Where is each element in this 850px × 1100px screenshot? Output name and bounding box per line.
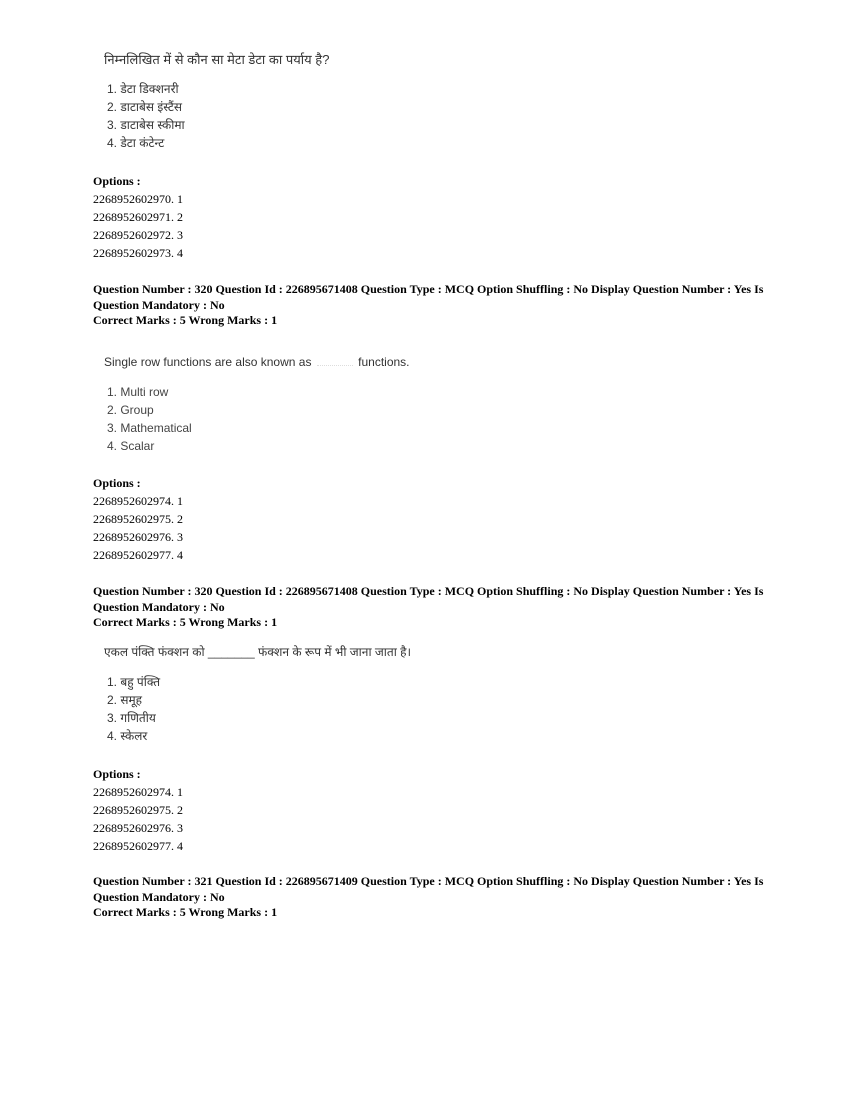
option-id: 2268952602971. 2 [93, 210, 183, 224]
answer-choice: 2. Group [107, 403, 154, 417]
options-label: Options : [93, 767, 141, 781]
answer-choice: 3. डाटाबेस स्कीमा [107, 118, 185, 132]
option-id: 2268952602976. 3 [93, 530, 183, 544]
options-label: Options : [93, 174, 141, 188]
answer-choice: 4. डेटा कंटेन्ट [107, 136, 165, 150]
answer-choice: 4. स्केलर [107, 729, 148, 743]
question-meta-line: Question Number : 320 Question Id : 226895671408 Question Type : MCQ Option Shuffling : No Display Question Number : Yes Is [93, 282, 764, 296]
answer-choice: 2. समूह [107, 693, 143, 707]
option-id: 2268952602972. 3 [93, 228, 183, 242]
answer-choice: 4. Scalar [107, 439, 155, 453]
option-id: 2268952602976. 3 [93, 821, 183, 835]
answer-choice: 3. गणितीय [107, 711, 156, 725]
option-id: 2268952602970. 1 [93, 192, 183, 206]
options-block-2 [93, 474, 183, 564]
question-marks: Correct Marks : 5 Wrong Marks : 1 [93, 905, 278, 919]
answer-choices-2 [107, 383, 192, 455]
answer-choices-3 [107, 673, 160, 745]
option-id: 2268952602977. 4 [93, 839, 183, 853]
question-text-hindi-1: निम्नलिखित में से कौन सा मेटा डेटा का पर्याय है? [104, 52, 330, 67]
question-meta-line: Question Number : 320 Question Id : 226895671408 Question Type : MCQ Option Shuffling : No Display Question Number : Yes Is [93, 584, 764, 598]
answer-choice: 1. बहु पंक्ति [107, 675, 161, 689]
option-id: 2268952602977. 4 [93, 548, 183, 562]
blank [317, 365, 353, 366]
question-meta-321 [93, 874, 773, 921]
option-id: 2268952602975. 2 [93, 512, 183, 526]
question-meta-line: Question Number : 321 Question Id : 226895671409 Question Type : MCQ Option Shuffling : No Display Question Number : Yes Is [93, 874, 764, 888]
question-mandatory: Question Mandatory : No [93, 889, 225, 904]
question-meta-320-hindi [93, 584, 773, 631]
question-meta-320 [93, 282, 773, 329]
option-id: 2268952602973. 4 [93, 246, 183, 260]
options-label: Options : [93, 476, 141, 490]
question-marks: Correct Marks : 5 Wrong Marks : 1 [93, 313, 278, 327]
options-block-3 [93, 765, 183, 855]
option-id: 2268952602974. 1 [93, 785, 183, 799]
question-marks: Correct Marks : 5 Wrong Marks : 1 [93, 615, 278, 629]
option-id: 2268952602974. 1 [93, 494, 183, 508]
question-text-after-blank: functions. [358, 355, 410, 369]
question-text-english [104, 355, 410, 369]
option-id: 2268952602975. 2 [93, 803, 183, 817]
question-mandatory: Question Mandatory : No [93, 599, 225, 614]
options-block-1 [93, 172, 183, 262]
answer-choice: 2. डाटाबेस इंस्टैंस [107, 100, 183, 114]
question-text-before-blank: Single row functions are also known as [104, 355, 312, 369]
question-mandatory: Question Mandatory : No [93, 297, 225, 312]
answer-choice: 1. डेटा डिक्शनरी [107, 82, 179, 96]
answer-choice: 3. Mathematical [107, 421, 192, 435]
answer-choices-1 [107, 80, 185, 152]
question-text-hindi-2: एकल पंक्ति फंक्शन को _______ फंक्शन के रूप में भी जाना जाता है। [104, 645, 412, 659]
answer-choice: 1. Multi row [107, 385, 169, 399]
